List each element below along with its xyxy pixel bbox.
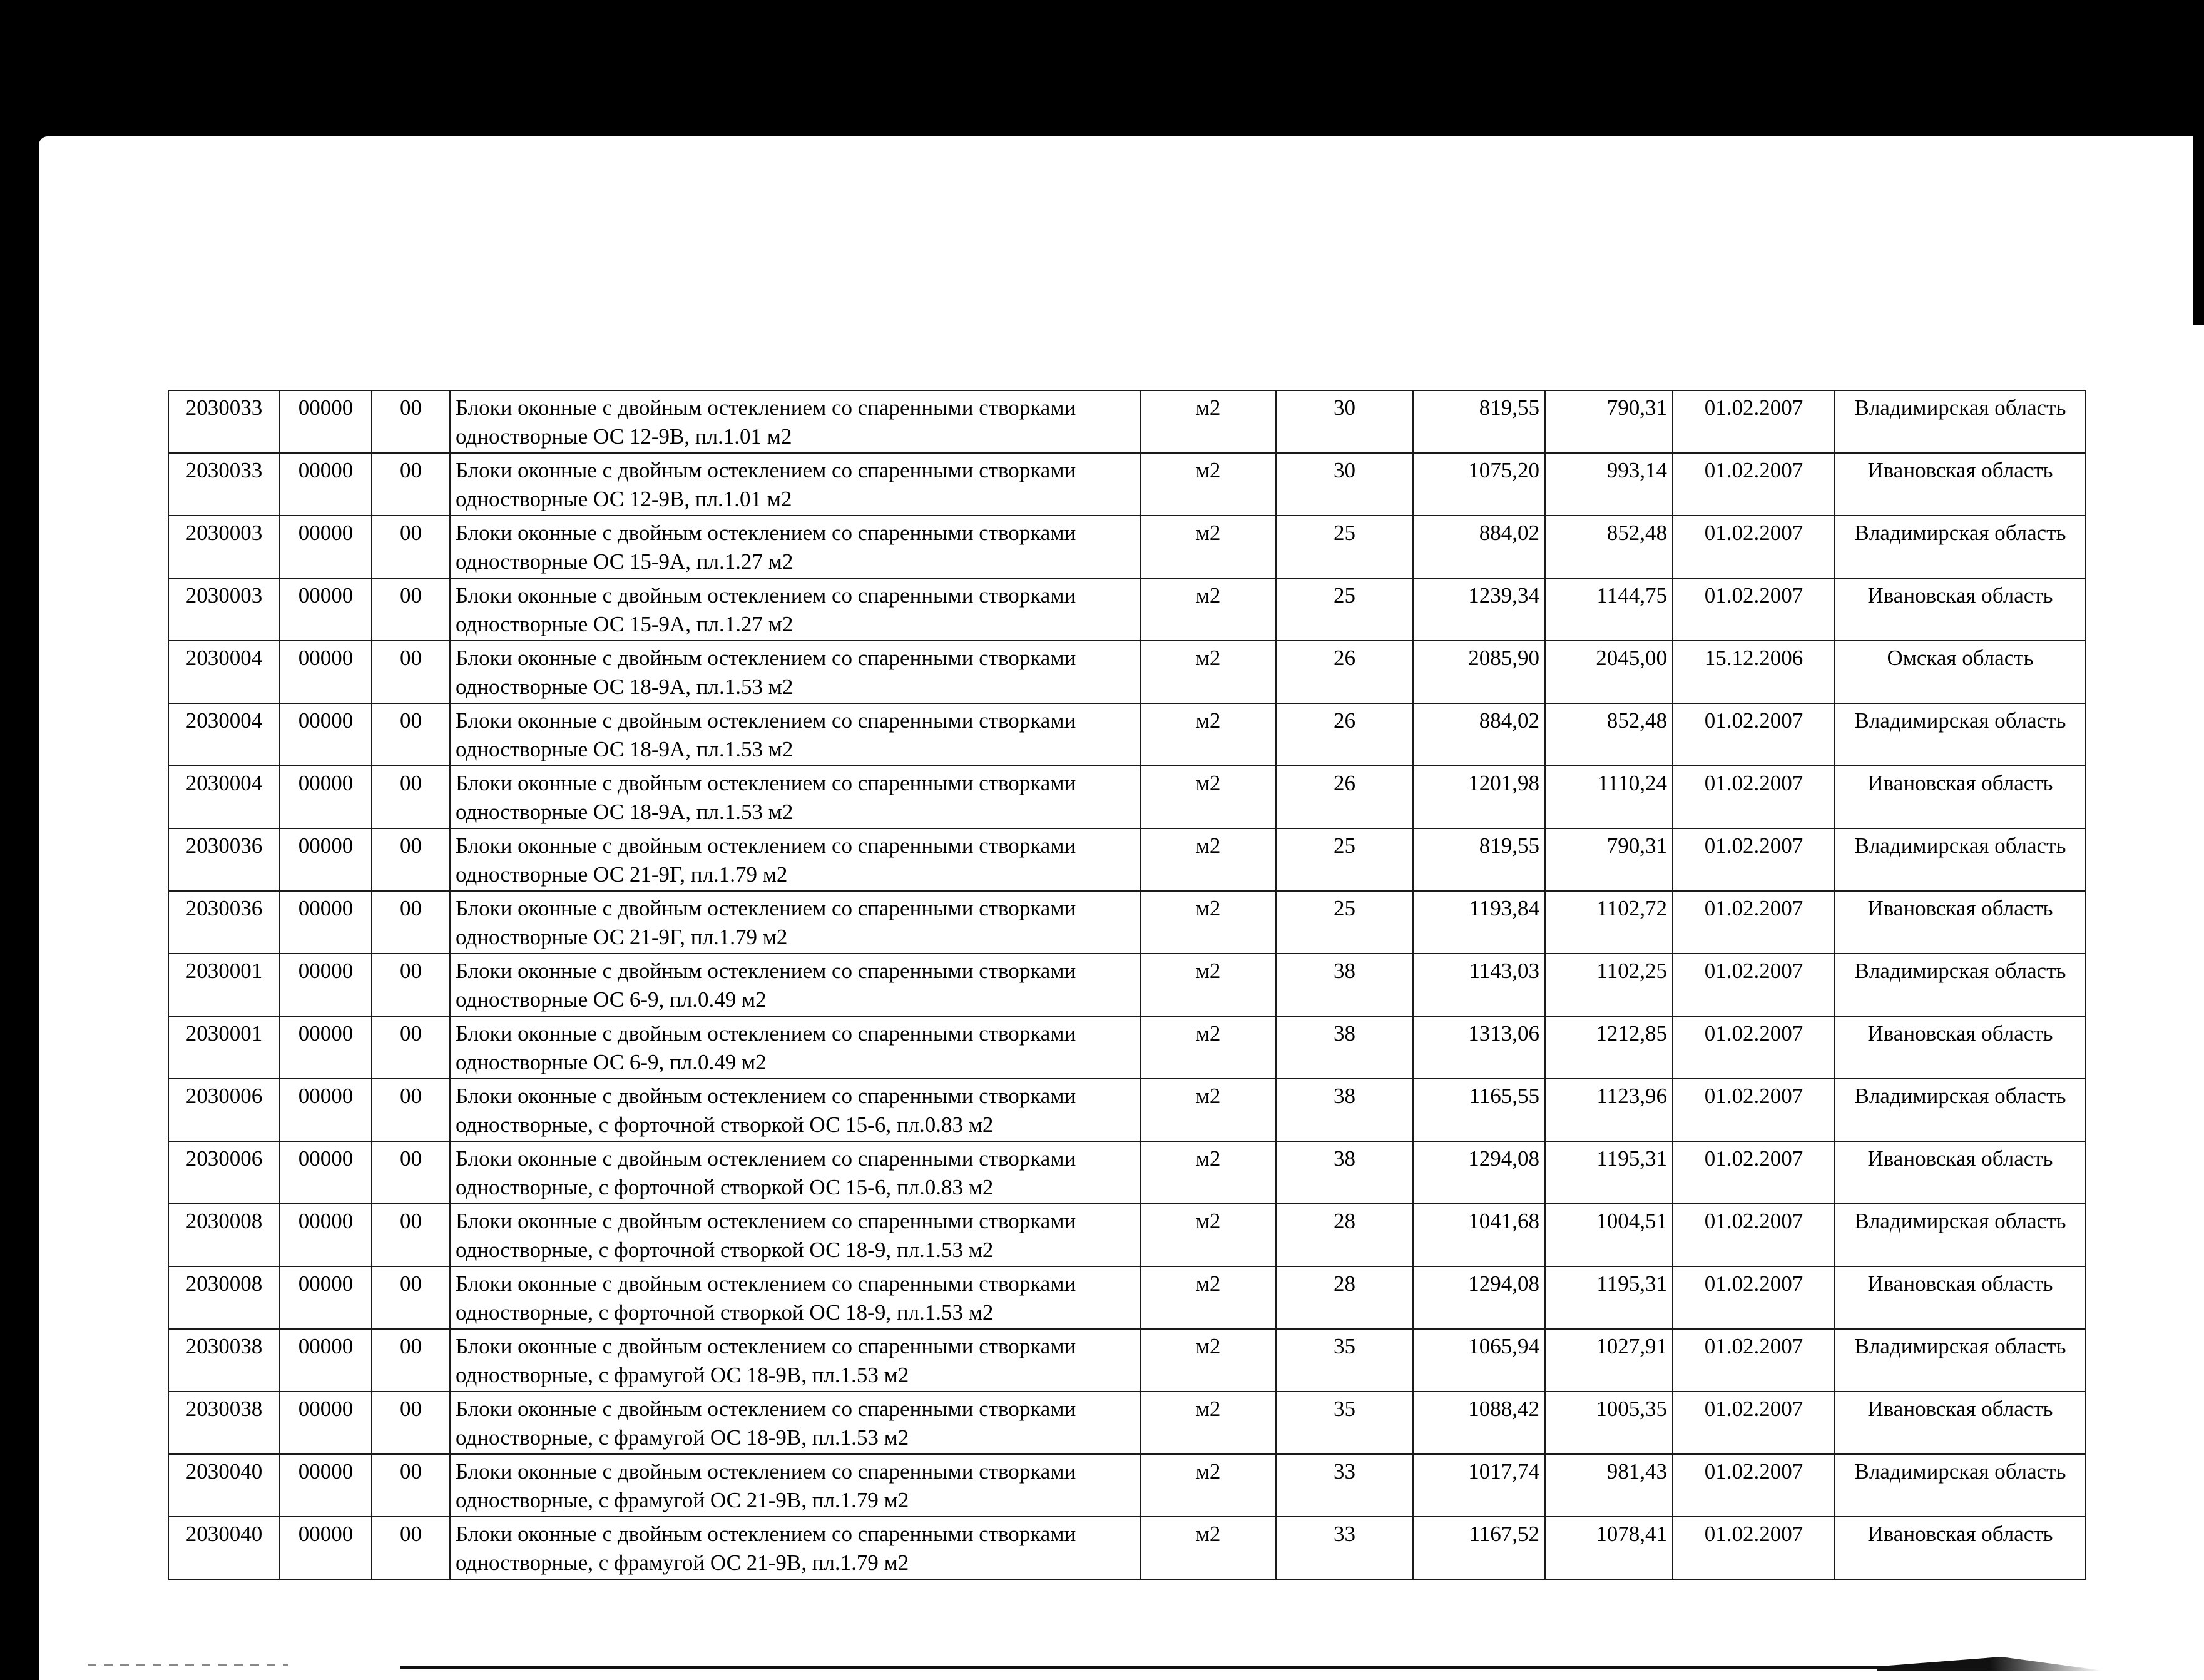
date-cell: 01.02.2007	[1673, 578, 1835, 641]
scan-bottom-rule	[400, 1666, 1890, 1669]
code-cell: 2030040	[168, 1517, 280, 1579]
quantity-cell: 30	[1276, 453, 1413, 516]
unit-cell: м2	[1140, 516, 1276, 578]
group-cell: 00000	[280, 578, 372, 641]
price-cell: 790,31	[1545, 390, 1673, 453]
unit-cell: м2	[1140, 1454, 1276, 1517]
price-cell: 1123,96	[1545, 1079, 1673, 1141]
subgroup-cell: 00	[372, 891, 450, 954]
code-cell: 2030003	[168, 516, 280, 578]
quantity-cell: 25	[1276, 828, 1413, 891]
quantity-cell: 26	[1276, 703, 1413, 766]
price-cell: 1212,85	[1545, 1016, 1673, 1079]
subgroup-cell: 00	[372, 1454, 450, 1517]
code-cell: 2030004	[168, 766, 280, 828]
price-cell: 1110,24	[1545, 766, 1673, 828]
code-cell: 2030004	[168, 641, 280, 703]
subgroup-cell: 00	[372, 1079, 450, 1141]
date-cell: 01.02.2007	[1673, 1329, 1835, 1392]
subgroup-cell: 00	[372, 578, 450, 641]
date-cell: 01.02.2007	[1673, 1266, 1835, 1329]
region-cell: Владимирская область	[1835, 1079, 2086, 1141]
group-cell: 00000	[280, 954, 372, 1016]
scan-border-left	[0, 269, 39, 1680]
table-row	[168, 578, 2086, 641]
code-cell: 2030001	[168, 1016, 280, 1079]
price-table	[168, 390, 2086, 1580]
date-cell: 01.02.2007	[1673, 1392, 1835, 1454]
subgroup-cell: 00	[372, 453, 450, 516]
price-cell: 993,14	[1545, 453, 1673, 516]
group-cell: 00000	[280, 1016, 372, 1079]
price-cell: 1195,31	[1545, 1141, 1673, 1204]
price-cell: 1004,51	[1545, 1204, 1673, 1266]
scan-border-left	[0, 0, 61, 156]
code-cell: 2030038	[168, 1329, 280, 1392]
date-cell: 01.02.2007	[1673, 1204, 1835, 1266]
unit-cell: м2	[1140, 390, 1276, 453]
price-cell: 1005,35	[1545, 1392, 1673, 1454]
price-with-vat-cell: 1313,06	[1413, 1016, 1545, 1079]
name-cell: Блоки оконные с двойным остеклением со спаренными створками одностворные ОС 21-9Г, пл.1.79 м2	[450, 891, 1140, 954]
quantity-cell: 38	[1276, 1141, 1413, 1204]
name-cell: Блоки оконные с двойным остеклением со спаренными створками одностворные ОС 12-9В, пл.1.01 м2	[450, 453, 1140, 516]
table-row	[168, 1266, 2086, 1329]
code-cell: 2030038	[168, 1392, 280, 1454]
subgroup-cell: 00	[372, 1204, 450, 1266]
price-cell: 2045,00	[1545, 641, 1673, 703]
quantity-cell: 30	[1276, 390, 1413, 453]
unit-cell: м2	[1140, 1266, 1276, 1329]
subgroup-cell: 00	[372, 1392, 450, 1454]
price-cell: 852,48	[1545, 516, 1673, 578]
subgroup-cell: 00	[372, 641, 450, 703]
region-cell: Ивановская область	[1835, 453, 2086, 516]
quantity-cell: 26	[1276, 641, 1413, 703]
table-row	[168, 1016, 2086, 1079]
region-cell: Ивановская область	[1835, 1266, 2086, 1329]
price-with-vat-cell: 1165,55	[1413, 1079, 1545, 1141]
table-row	[168, 954, 2086, 1016]
code-cell: 2030033	[168, 390, 280, 453]
subgroup-cell: 00	[372, 1329, 450, 1392]
name-cell: Блоки оконные с двойным остеклением со спаренными створками одностворные ОС 18-9А, пл.1.53 м2	[450, 703, 1140, 766]
quantity-cell: 35	[1276, 1392, 1413, 1454]
price-cell: 981,43	[1545, 1454, 1673, 1517]
table-row	[168, 516, 2086, 578]
table-row	[168, 1517, 2086, 1579]
date-cell: 01.02.2007	[1673, 1454, 1835, 1517]
date-cell: 01.02.2007	[1673, 703, 1835, 766]
code-cell: 2030001	[168, 954, 280, 1016]
group-cell: 00000	[280, 766, 372, 828]
group-cell: 00000	[280, 828, 372, 891]
date-cell: 01.02.2007	[1673, 1517, 1835, 1579]
price-with-vat-cell: 1167,52	[1413, 1517, 1545, 1579]
subgroup-cell: 00	[372, 828, 450, 891]
name-cell: Блоки оконные с двойным остеклением со спаренными створками одностворные, с фрамугой ОС 18-9В, пл.1.53 м2	[450, 1392, 1140, 1454]
unit-cell: м2	[1140, 1392, 1276, 1454]
table-row	[168, 766, 2086, 828]
subgroup-cell: 00	[372, 390, 450, 453]
quantity-cell: 33	[1276, 1517, 1413, 1579]
date-cell: 15.12.2006	[1673, 641, 1835, 703]
date-cell: 01.02.2007	[1673, 954, 1835, 1016]
price-with-vat-cell: 819,55	[1413, 390, 1545, 453]
date-cell: 01.02.2007	[1673, 828, 1835, 891]
code-cell: 2030006	[168, 1141, 280, 1204]
price-cell: 1102,25	[1545, 954, 1673, 1016]
code-cell: 2030004	[168, 703, 280, 766]
group-cell: 00000	[280, 1454, 372, 1517]
region-cell: Владимирская область	[1835, 703, 2086, 766]
region-cell: Омская область	[1835, 641, 2086, 703]
code-cell: 2030008	[168, 1266, 280, 1329]
name-cell: Блоки оконные с двойным остеклением со спаренными створками одностворные, с форточной створкой ОС 18-9, пл.1.53 м2	[450, 1266, 1140, 1329]
subgroup-cell: 00	[372, 1141, 450, 1204]
region-cell: Владимирская область	[1835, 1454, 2086, 1517]
unit-cell: м2	[1140, 641, 1276, 703]
name-cell: Блоки оконные с двойным остеклением со спаренными створками одностворные, с фрамугой ОС 18-9В, пл.1.53 м2	[450, 1329, 1140, 1392]
unit-cell: м2	[1140, 766, 1276, 828]
name-cell: Блоки оконные с двойным остеклением со спаренными створками одностворные ОС 15-9А, пл.1.27 м2	[450, 578, 1140, 641]
table-row	[168, 390, 2086, 453]
quantity-cell: 38	[1276, 1079, 1413, 1141]
date-cell: 01.02.2007	[1673, 766, 1835, 828]
date-cell: 01.02.2007	[1673, 1016, 1835, 1079]
table-row	[168, 703, 2086, 766]
date-cell: 01.02.2007	[1673, 390, 1835, 453]
code-cell: 2030003	[168, 578, 280, 641]
table-row	[168, 1329, 2086, 1392]
unit-cell: м2	[1140, 578, 1276, 641]
code-cell: 2030036	[168, 891, 280, 954]
group-cell: 00000	[280, 641, 372, 703]
name-cell: Блоки оконные с двойным остеклением со спаренными створками одностворные ОС 15-9А, пл.1.27 м2	[450, 516, 1140, 578]
date-cell: 01.02.2007	[1673, 1079, 1835, 1141]
code-cell: 2030040	[168, 1454, 280, 1517]
quantity-cell: 25	[1276, 516, 1413, 578]
name-cell: Блоки оконные с двойным остеклением со спаренными створками одностворные ОС 18-9А, пл.1.53 м2	[450, 641, 1140, 703]
price-with-vat-cell: 1065,94	[1413, 1329, 1545, 1392]
unit-cell: м2	[1140, 1141, 1276, 1204]
scan-specks	[88, 1664, 288, 1666]
price-with-vat-cell: 1193,84	[1413, 891, 1545, 954]
date-cell: 01.02.2007	[1673, 1141, 1835, 1204]
unit-cell: м2	[1140, 954, 1276, 1016]
scan-border-right	[2193, 0, 2204, 325]
region-cell: Ивановская область	[1835, 578, 2086, 641]
region-cell: Ивановская область	[1835, 766, 2086, 828]
table-row	[168, 1141, 2086, 1204]
region-cell: Ивановская область	[1835, 1517, 2086, 1579]
subgroup-cell: 00	[372, 766, 450, 828]
group-cell: 00000	[280, 1204, 372, 1266]
unit-cell: м2	[1140, 453, 1276, 516]
subgroup-cell: 00	[372, 516, 450, 578]
price-with-vat-cell: 884,02	[1413, 516, 1545, 578]
table-row	[168, 828, 2086, 891]
quantity-cell: 38	[1276, 954, 1413, 1016]
group-cell: 00000	[280, 1079, 372, 1141]
unit-cell: м2	[1140, 1016, 1276, 1079]
price-cell: 1027,91	[1545, 1329, 1673, 1392]
region-cell: Ивановская область	[1835, 1016, 2086, 1079]
price-with-vat-cell: 1201,98	[1413, 766, 1545, 828]
quantity-cell: 35	[1276, 1329, 1413, 1392]
price-cell: 852,48	[1545, 703, 1673, 766]
group-cell: 00000	[280, 1266, 372, 1329]
table-row	[168, 1392, 2086, 1454]
group-cell: 00000	[280, 891, 372, 954]
price-with-vat-cell: 1294,08	[1413, 1266, 1545, 1329]
name-cell: Блоки оконные с двойным остеклением со спаренными створками одностворные, с форточной створкой ОС 18-9, пл.1.53 м2	[450, 1204, 1140, 1266]
group-cell: 00000	[280, 1329, 372, 1392]
unit-cell: м2	[1140, 1517, 1276, 1579]
subgroup-cell: 00	[372, 954, 450, 1016]
name-cell: Блоки оконные с двойным остеклением со спаренными створками одностворные, с форточной створкой ОС 15-6, пл.0.83 м2	[450, 1141, 1140, 1204]
group-cell: 00000	[280, 1141, 372, 1204]
unit-cell: м2	[1140, 1079, 1276, 1141]
code-cell: 2030033	[168, 453, 280, 516]
region-cell: Ивановская область	[1835, 1141, 2086, 1204]
name-cell: Блоки оконные с двойным остеклением со спаренными створками одностворные ОС 6-9, пл.0.49 м2	[450, 954, 1140, 1016]
group-cell: 00000	[280, 1517, 372, 1579]
code-cell: 2030036	[168, 828, 280, 891]
quantity-cell: 25	[1276, 891, 1413, 954]
quantity-cell: 38	[1276, 1016, 1413, 1079]
price-cell: 1195,31	[1545, 1266, 1673, 1329]
region-cell: Владимирская область	[1835, 516, 2086, 578]
subgroup-cell: 00	[372, 1517, 450, 1579]
price-with-vat-cell: 884,02	[1413, 703, 1545, 766]
quantity-cell: 28	[1276, 1266, 1413, 1329]
quantity-cell: 25	[1276, 578, 1413, 641]
unit-cell: м2	[1140, 891, 1276, 954]
subgroup-cell: 00	[372, 703, 450, 766]
name-cell: Блоки оконные с двойным остеклением со спаренными створками одностворные ОС 18-9А, пл.1.53 м2	[450, 766, 1140, 828]
table-row	[168, 1454, 2086, 1517]
name-cell: Блоки оконные с двойным остеклением со спаренными створками одностворные ОС 12-9В, пл.1.01 м2	[450, 390, 1140, 453]
unit-cell: м2	[1140, 703, 1276, 766]
scan-border-top	[0, 0, 2204, 136]
quantity-cell: 26	[1276, 766, 1413, 828]
group-cell: 00000	[280, 390, 372, 453]
price-cell: 790,31	[1545, 828, 1673, 891]
date-cell: 01.02.2007	[1673, 453, 1835, 516]
region-cell: Владимирская область	[1835, 390, 2086, 453]
price-with-vat-cell: 1239,34	[1413, 578, 1545, 641]
region-cell: Ивановская область	[1835, 1392, 2086, 1454]
price-with-vat-cell: 1088,42	[1413, 1392, 1545, 1454]
name-cell: Блоки оконные с двойным остеклением со спаренными створками одностворные, с форточной створкой ОС 15-6, пл.0.83 м2	[450, 1079, 1140, 1141]
price-cell: 1078,41	[1545, 1517, 1673, 1579]
group-cell: 00000	[280, 453, 372, 516]
price-with-vat-cell: 1017,74	[1413, 1454, 1545, 1517]
unit-cell: м2	[1140, 1329, 1276, 1392]
table-row	[168, 1079, 2086, 1141]
table-row	[168, 453, 2086, 516]
table-row	[168, 891, 2086, 954]
price-with-vat-cell: 2085,90	[1413, 641, 1545, 703]
table-row	[168, 641, 2086, 703]
name-cell: Блоки оконные с двойным остеклением со спаренными створками одностворные, с фрамугой ОС 21-9В, пл.1.79 м2	[450, 1517, 1140, 1579]
group-cell: 00000	[280, 703, 372, 766]
price-with-vat-cell: 1041,68	[1413, 1204, 1545, 1266]
subgroup-cell: 00	[372, 1266, 450, 1329]
code-cell: 2030006	[168, 1079, 280, 1141]
group-cell: 00000	[280, 516, 372, 578]
unit-cell: м2	[1140, 828, 1276, 891]
price-with-vat-cell: 819,55	[1413, 828, 1545, 891]
price-with-vat-cell: 1143,03	[1413, 954, 1545, 1016]
region-cell: Владимирская область	[1835, 828, 2086, 891]
date-cell: 01.02.2007	[1673, 516, 1835, 578]
price-cell: 1102,72	[1545, 891, 1673, 954]
table-row	[168, 1204, 2086, 1266]
code-cell: 2030008	[168, 1204, 280, 1266]
name-cell: Блоки оконные с двойным остеклением со спаренными створками одностворные ОС 6-9, пл.0.49 м2	[450, 1016, 1140, 1079]
price-cell: 1144,75	[1545, 578, 1673, 641]
table-body	[168, 390, 2086, 1579]
date-cell: 01.02.2007	[1673, 891, 1835, 954]
group-cell: 00000	[280, 1392, 372, 1454]
price-with-vat-cell: 1294,08	[1413, 1141, 1545, 1204]
name-cell: Блоки оконные с двойным остеклением со спаренными створками одностворные, с фрамугой ОС 21-9В, пл.1.79 м2	[450, 1454, 1140, 1517]
price-with-vat-cell: 1075,20	[1413, 453, 1545, 516]
quantity-cell: 33	[1276, 1454, 1413, 1517]
region-cell: Владимирская область	[1835, 1204, 2086, 1266]
region-cell: Ивановская область	[1835, 891, 2086, 954]
subgroup-cell: 00	[372, 1016, 450, 1079]
unit-cell: м2	[1140, 1204, 1276, 1266]
region-cell: Владимирская область	[1835, 954, 2086, 1016]
region-cell: Владимирская область	[1835, 1329, 2086, 1392]
quantity-cell: 28	[1276, 1204, 1413, 1266]
name-cell: Блоки оконные с двойным остеклением со спаренными створками одностворные ОС 21-9Г, пл.1.79 м2	[450, 828, 1140, 891]
